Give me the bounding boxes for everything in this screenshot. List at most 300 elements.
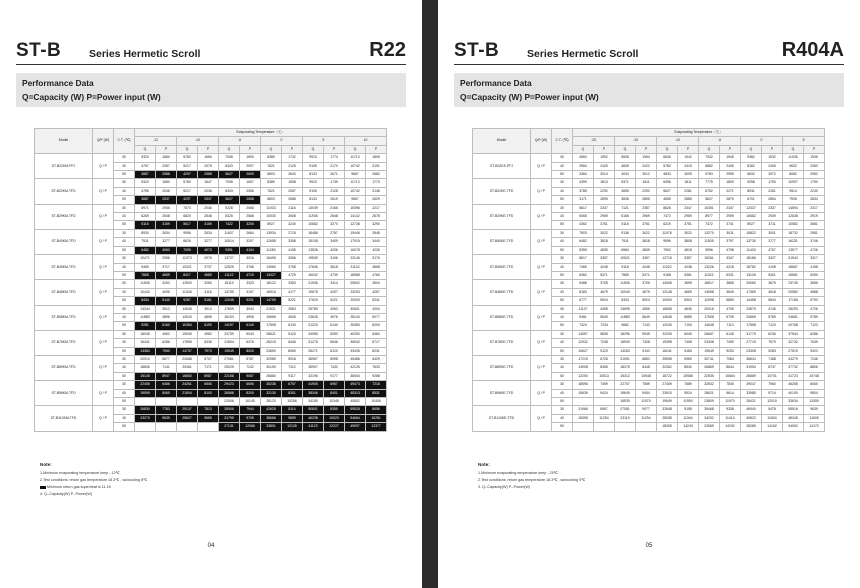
ct-value: 50 <box>552 297 573 305</box>
capacity-value: 5359 <box>573 246 594 254</box>
power-value: 9283 <box>762 347 783 355</box>
capacity-value: 8927 <box>741 221 762 229</box>
capacity-value: 41123 <box>303 423 324 431</box>
power-value: 2976 <box>198 255 219 263</box>
capacity-value: 4655 <box>615 187 636 195</box>
power-value: 6957 <box>324 381 345 389</box>
power-value <box>594 398 615 406</box>
evap-temp-header: Evaporating Temperature（℃） <box>573 129 825 137</box>
capacity-value: 7422 <box>219 221 240 229</box>
power-value: 1811 <box>678 179 699 187</box>
power-value: 3022 <box>678 229 699 237</box>
temp-header: 0 <box>261 137 303 145</box>
capacity-value: 21536 <box>303 280 324 288</box>
capacity-value: 5627 <box>657 187 678 195</box>
capacity-value: 7911 <box>135 238 156 246</box>
ct-value: 30 <box>552 154 573 162</box>
capacity-value: 10682 <box>303 221 324 229</box>
capacity-value: 32832 <box>699 381 720 389</box>
capacity-value: 15639 <box>573 389 594 397</box>
power-value: 3106 <box>324 255 345 263</box>
power-value: 2422 <box>636 162 657 170</box>
ct-value: 50 <box>552 271 573 279</box>
power-value: 4976 <box>324 313 345 321</box>
ct-value: 40 <box>114 389 135 397</box>
power-value: 1800 <box>720 179 741 187</box>
power-value: 1811 <box>636 179 657 187</box>
capacity-value: 4785 <box>135 187 156 195</box>
capacity-value: 8930 <box>135 229 156 237</box>
capacity-value: 10742 <box>345 187 366 195</box>
power-value: 3001 <box>762 229 783 237</box>
temp-header: 0 <box>741 137 783 145</box>
capacity-value: 12040 <box>657 322 678 330</box>
power-value: 4896 <box>156 313 177 321</box>
capacity-value: 4655 <box>657 196 678 204</box>
power-value: 2116 <box>282 204 303 212</box>
power-value: 6145 <box>720 330 741 338</box>
power-value: 4906 <box>240 313 261 321</box>
power-value <box>198 398 219 406</box>
power-value: 4226 <box>366 246 387 254</box>
ct-value: 30 <box>114 204 135 212</box>
power-value: 8060 <box>156 389 177 397</box>
capacity-value: 41905 <box>303 381 324 389</box>
power-value: 7141 <box>156 364 177 372</box>
qp-label: Q / P <box>531 255 552 280</box>
power-value: 3005 <box>678 171 699 179</box>
capacity-value: 9596 <box>177 229 198 237</box>
capacity-value: 14980 <box>261 263 282 271</box>
capacity-value: 28421 <box>741 398 762 406</box>
power-value: 9143 <box>636 347 657 355</box>
power-value: 2969 <box>636 213 657 221</box>
table-row <box>35 305 387 313</box>
power-value: 6853 <box>636 355 657 363</box>
capacity-value: 27081 <box>615 406 636 414</box>
power-value: 11414 <box>720 414 741 422</box>
model-name: ST-B96KM-TFD <box>35 381 93 406</box>
power-value <box>636 423 657 431</box>
capacity-value: 9596 <box>657 238 678 246</box>
ct-value: 50 <box>114 322 135 330</box>
capacity-value: 25502 <box>345 280 366 288</box>
power-value: 4726 <box>804 305 825 313</box>
model-name: ST-B22KM-TFD <box>35 179 93 204</box>
temp-header: -10 <box>657 137 699 145</box>
capacity-value: 5065 <box>573 213 594 221</box>
power-value: 14172 <box>804 423 825 431</box>
power-value: 7123 <box>762 322 783 330</box>
power-value: 7960 <box>762 381 783 389</box>
power-value: 5707 <box>198 355 219 363</box>
capacity-value: 21142 <box>345 263 366 271</box>
capacity-value: 49097 <box>345 423 366 431</box>
model-name: ST-B58KE-TFD <box>473 305 531 330</box>
power-value: 2261 <box>762 187 783 195</box>
capacity-value: 17915 <box>345 238 366 246</box>
power-value: 5677 <box>156 355 177 363</box>
capacity-value: 7932 <box>699 154 720 162</box>
ct-value: 40 <box>552 162 573 170</box>
capacity-value: 11535 <box>699 238 720 246</box>
power-value: 6969 <box>678 355 699 363</box>
power-value: 4839 <box>636 246 657 254</box>
p-header: P <box>240 145 261 153</box>
power-value: 4679 <box>594 288 615 296</box>
power-value: 9524 <box>678 389 699 397</box>
capacity-value: 21966 <box>573 406 594 414</box>
capacity-value: 17836 <box>303 263 324 271</box>
power-value: 1813 <box>594 179 615 187</box>
capacity-value: 16032 <box>303 271 324 279</box>
capacity-value: 6343 <box>219 187 240 195</box>
power-value: 7242 <box>240 364 261 372</box>
power-value: 3283 <box>198 280 219 288</box>
capacity-value: 45313 <box>345 389 366 397</box>
power-value: 6429 <box>366 355 387 363</box>
performance-subtitle: Q=Capacity (W) P=Power input (W) <box>460 92 599 102</box>
model-name: ST-B89KM-TFD <box>35 355 93 380</box>
capacity-value: 9469 <box>135 263 156 271</box>
capacity-value: 3984 <box>573 162 594 170</box>
capacity-value: 32196 <box>303 372 324 380</box>
capacity-value: 13730 <box>741 238 762 246</box>
power-value: 3711 <box>762 221 783 229</box>
capacity-value: 10627 <box>573 347 594 355</box>
power-value: 3746 <box>804 238 825 246</box>
capacity-value: 32130 <box>261 389 282 397</box>
capacity-value: 16231 <box>783 238 804 246</box>
q-header: Q <box>303 145 324 153</box>
capacity-value: 8434 <box>135 297 156 305</box>
capacity-value: 13039 <box>303 204 324 212</box>
capacity-value: 14648 <box>699 322 720 330</box>
capacity-value: 24261 <box>177 381 198 389</box>
capacity-value: 8325 <box>219 213 240 221</box>
capacity-value: 4362 <box>573 221 594 229</box>
power-value: 12050 <box>804 398 825 406</box>
power-value: 7328 <box>636 339 657 347</box>
capacity-value: 27581 <box>219 355 240 363</box>
power-value: 2271 <box>720 187 741 195</box>
model-name: ST-B48KE-TFD <box>473 280 531 305</box>
capacity-value: 6219 <box>657 221 678 229</box>
capacity-value: 26566 <box>219 389 240 397</box>
power-value: 3357 <box>594 255 615 263</box>
capacity-value: 23745 <box>783 280 804 288</box>
capacity-value: 20869 <box>741 313 762 321</box>
capacity-value: 25785 <box>303 305 324 313</box>
power-value: 4063 <box>324 305 345 313</box>
power-value: 3798 <box>282 263 303 271</box>
q-header: Q <box>615 145 636 153</box>
capacity-value: 9923 <box>303 179 324 187</box>
refrigerant-title: R22 <box>369 39 406 61</box>
capacity-value: 14594 <box>783 204 804 212</box>
power-value: 3797 <box>720 238 741 246</box>
power-value: 8531 <box>366 389 387 397</box>
power-value: 4177 <box>282 288 303 296</box>
capacity-value: 10090 <box>657 297 678 305</box>
capacity-value: 15261 <box>699 255 720 263</box>
capacity-value: 10471 <box>135 255 156 263</box>
table-row <box>473 229 825 237</box>
power-value: 4096 <box>156 288 177 296</box>
capacity-value: 19549 <box>699 347 720 355</box>
ct-value: 40 <box>552 213 573 221</box>
capacity-value: 38666 <box>261 414 282 422</box>
power-value: 9714 <box>762 389 783 397</box>
capacity-value: 5320 <box>135 154 156 162</box>
power-value: 5945 <box>636 330 657 338</box>
power-value: 11294 <box>636 414 657 422</box>
ct-value: 30 <box>114 355 135 363</box>
power-value: 7246 <box>804 355 825 363</box>
capacity-value: 11033 <box>261 204 282 212</box>
capacity-value: 17219 <box>573 355 594 363</box>
power-value: 10586 <box>678 372 699 380</box>
power-value: 4206 <box>324 246 345 254</box>
power-value: 8401 <box>324 389 345 397</box>
capacity-value: 8333 <box>615 297 636 305</box>
capacity-value: 5115 <box>615 221 636 229</box>
qp-label: Q / P <box>531 355 552 380</box>
power-value: 3818 <box>636 238 657 246</box>
capacity-value: 13427 <box>261 271 282 279</box>
power-value: 3414 <box>324 280 345 288</box>
ct-value: 40 <box>552 263 573 271</box>
power-value: 3818 <box>594 238 615 246</box>
capacity-value: 22158 <box>219 372 240 380</box>
capacity-value: 19549 <box>657 398 678 406</box>
qp-label: Q / P <box>93 406 114 431</box>
power-value: 12227 <box>324 423 345 431</box>
power-value: 6446 <box>282 339 303 347</box>
power-value: 2317 <box>804 204 825 212</box>
capacity-value: 7621 <box>261 187 282 195</box>
capacity-value: 18687 <box>783 263 804 271</box>
refrigerant-title: R404A <box>781 39 844 61</box>
table-row <box>473 204 825 212</box>
power-value: 1954 <box>636 154 657 162</box>
capacity-value: 42628 <box>261 406 282 414</box>
power-value: 2537 <box>156 196 177 204</box>
capacity-value: 12638 <box>783 213 804 221</box>
power-value: 6376 <box>240 339 261 347</box>
capacity-value: 17508 <box>261 322 282 330</box>
ct-value: 40 <box>114 364 135 372</box>
power-value: 2956 <box>156 255 177 263</box>
power-value: 4705 <box>720 305 741 313</box>
capacity-value: 23308 <box>699 339 720 347</box>
qp-label: Q / P <box>531 280 552 305</box>
power-value: 1690 <box>240 154 261 162</box>
power-value: 5361 <box>678 271 699 279</box>
capacity-value: 6343 <box>219 162 240 170</box>
power-value: 2629 <box>366 196 387 204</box>
power-value: 4204 <box>366 305 387 313</box>
power-value: 4739 <box>324 271 345 279</box>
power-value: 2405 <box>720 162 741 170</box>
power-value: 2634 <box>156 229 177 237</box>
capacity-value: 10682 <box>741 213 762 221</box>
power-value: 11950 <box>678 398 699 406</box>
model-name: ST-B40KM-TFD <box>35 229 93 254</box>
power-value: 1945 <box>720 154 741 162</box>
capacity-value: 18596 <box>573 381 594 389</box>
power-value: 2036 <box>198 187 219 195</box>
q-header: Q <box>345 145 366 153</box>
power-value: 2056 <box>240 187 261 195</box>
temp-header: -15 <box>615 137 657 145</box>
capacity-value: 7621 <box>261 162 282 170</box>
table-row <box>473 255 825 263</box>
capacity-value: 59528 <box>345 406 366 414</box>
table-row <box>473 406 825 414</box>
power-value: 7970 <box>198 347 219 355</box>
power-value: 6286 <box>156 339 177 347</box>
power-value: 7950 <box>156 347 177 355</box>
capacity-value: 5627 <box>699 196 720 204</box>
power-value: 3504 <box>366 280 387 288</box>
power-value: 3200 <box>240 221 261 229</box>
power-value: 11254 <box>594 414 615 422</box>
ct-value: 50 <box>114 246 135 254</box>
power-value: 7633 <box>366 364 387 372</box>
capacity-value: 29423 <box>219 381 240 389</box>
power-value: 1952 <box>594 154 615 162</box>
table-row <box>35 179 387 187</box>
capacity-value: 11936 <box>303 213 324 221</box>
power-value: 9323 <box>804 347 825 355</box>
capacity-value: 9281 <box>135 322 156 330</box>
power-value: 1680 <box>156 179 177 187</box>
power-value: 8060 <box>282 347 303 355</box>
capacity-value: 28120 <box>261 398 282 406</box>
power-value: 3022 <box>636 229 657 237</box>
ct-value: 40 <box>552 414 573 422</box>
power-value: 2588 <box>198 171 219 179</box>
capacity-value: 10321 <box>177 263 198 271</box>
capacity-value: 17620 <box>303 297 324 305</box>
capacity-value: 14548 <box>177 305 198 313</box>
capacity-value: 32989 <box>261 355 282 363</box>
power-value: 7639 <box>804 339 825 347</box>
power-value: 3012 <box>636 171 657 179</box>
capacity-value: 13727 <box>219 255 240 263</box>
capacity-value: 39468 <box>699 406 720 414</box>
ct-value: 30 <box>114 255 135 263</box>
capacity-value: 24681 <box>783 313 804 321</box>
qp-label: Q / P <box>93 381 114 406</box>
capacity-value: 17809 <box>219 305 240 313</box>
qp-label: Q / P <box>531 229 552 254</box>
power-value: 8301 <box>282 389 303 397</box>
capacity-value: 54664 <box>345 414 366 422</box>
note-text: 3. Q--Capacity(W) P--Power(W) <box>478 485 531 489</box>
power-value: 7559 <box>636 381 657 389</box>
power-value: 4818 <box>678 246 699 254</box>
power-value: 9288 <box>366 372 387 380</box>
power-value: 2995 <box>720 171 741 179</box>
power-value: 6140 <box>324 322 345 330</box>
capacity-value: 11280 <box>261 246 282 254</box>
power-value: 10020 <box>324 414 345 422</box>
capacity-value: 20080 <box>741 280 762 288</box>
left-page <box>0 0 422 588</box>
page-number: 04 <box>207 543 215 549</box>
capacity-value: 15782 <box>741 263 762 271</box>
performance-table <box>472 128 825 432</box>
power-value: 2634 <box>198 229 219 237</box>
note-line <box>40 477 147 484</box>
power-value: 5371 <box>594 271 615 279</box>
capacity-value: 17168 <box>783 297 804 305</box>
power-value: 11605 <box>804 414 825 422</box>
ct-value: 40 <box>114 187 135 195</box>
capacity-value: 7121 <box>615 204 636 212</box>
capacity-value: 15110 <box>219 280 240 288</box>
capacity-value: 35506 <box>219 406 240 414</box>
capacity-value: 32732 <box>783 339 804 347</box>
power-value: 2405 <box>762 162 783 170</box>
ct-value: 40 <box>552 288 573 296</box>
ct-value: 30 <box>552 280 573 288</box>
brand-title: ST-B <box>16 40 62 61</box>
power-value: 5221 <box>324 297 345 305</box>
power-value: 4495 <box>594 305 615 313</box>
power-value: 4729 <box>282 271 303 279</box>
capacity-value: 7472 <box>657 213 678 221</box>
power-value: 9177 <box>324 372 345 380</box>
power-value: 8737 <box>762 364 783 372</box>
capacity-value: 21521 <box>261 305 282 313</box>
power-value: 2558 <box>240 196 261 204</box>
power-value: 3317 <box>804 255 825 263</box>
power-value: 9478 <box>762 406 783 414</box>
power-value: 10701 <box>762 372 783 380</box>
capacity-value <box>573 423 594 431</box>
capacity-value: 5115 <box>135 221 156 229</box>
capacity-value: 4399 <box>573 179 594 187</box>
capacity-value: 28335 <box>657 414 678 422</box>
power-value: 3717 <box>156 263 177 271</box>
qp-label: Q / P <box>93 355 114 380</box>
power-value: 5123 <box>282 330 303 338</box>
qp-label: Q / P <box>93 255 114 280</box>
power-value: 2834 <box>804 196 825 204</box>
qp-label: Q / P <box>531 406 552 431</box>
capacity-value: 20582 <box>783 288 804 296</box>
performance-band <box>454 73 844 107</box>
power-value: 2347 <box>678 204 699 212</box>
capacity-value: 21543 <box>783 255 804 263</box>
capacity-value: 21220 <box>303 322 324 330</box>
model-header: Model <box>35 129 93 154</box>
power-value: 3737 <box>198 263 219 271</box>
power-value: 3347 <box>720 255 741 263</box>
capacity-value: 10030 <box>261 213 282 221</box>
qp-label: Q / P <box>531 179 552 204</box>
power-value: 9739 <box>240 414 261 422</box>
p-header: P <box>366 145 387 153</box>
power-value: 5904 <box>678 297 699 305</box>
capacity-value: 4757 <box>135 162 156 170</box>
table-row <box>35 406 387 414</box>
notes-title: Note: <box>40 462 52 467</box>
power-value: 3011 <box>720 229 741 237</box>
